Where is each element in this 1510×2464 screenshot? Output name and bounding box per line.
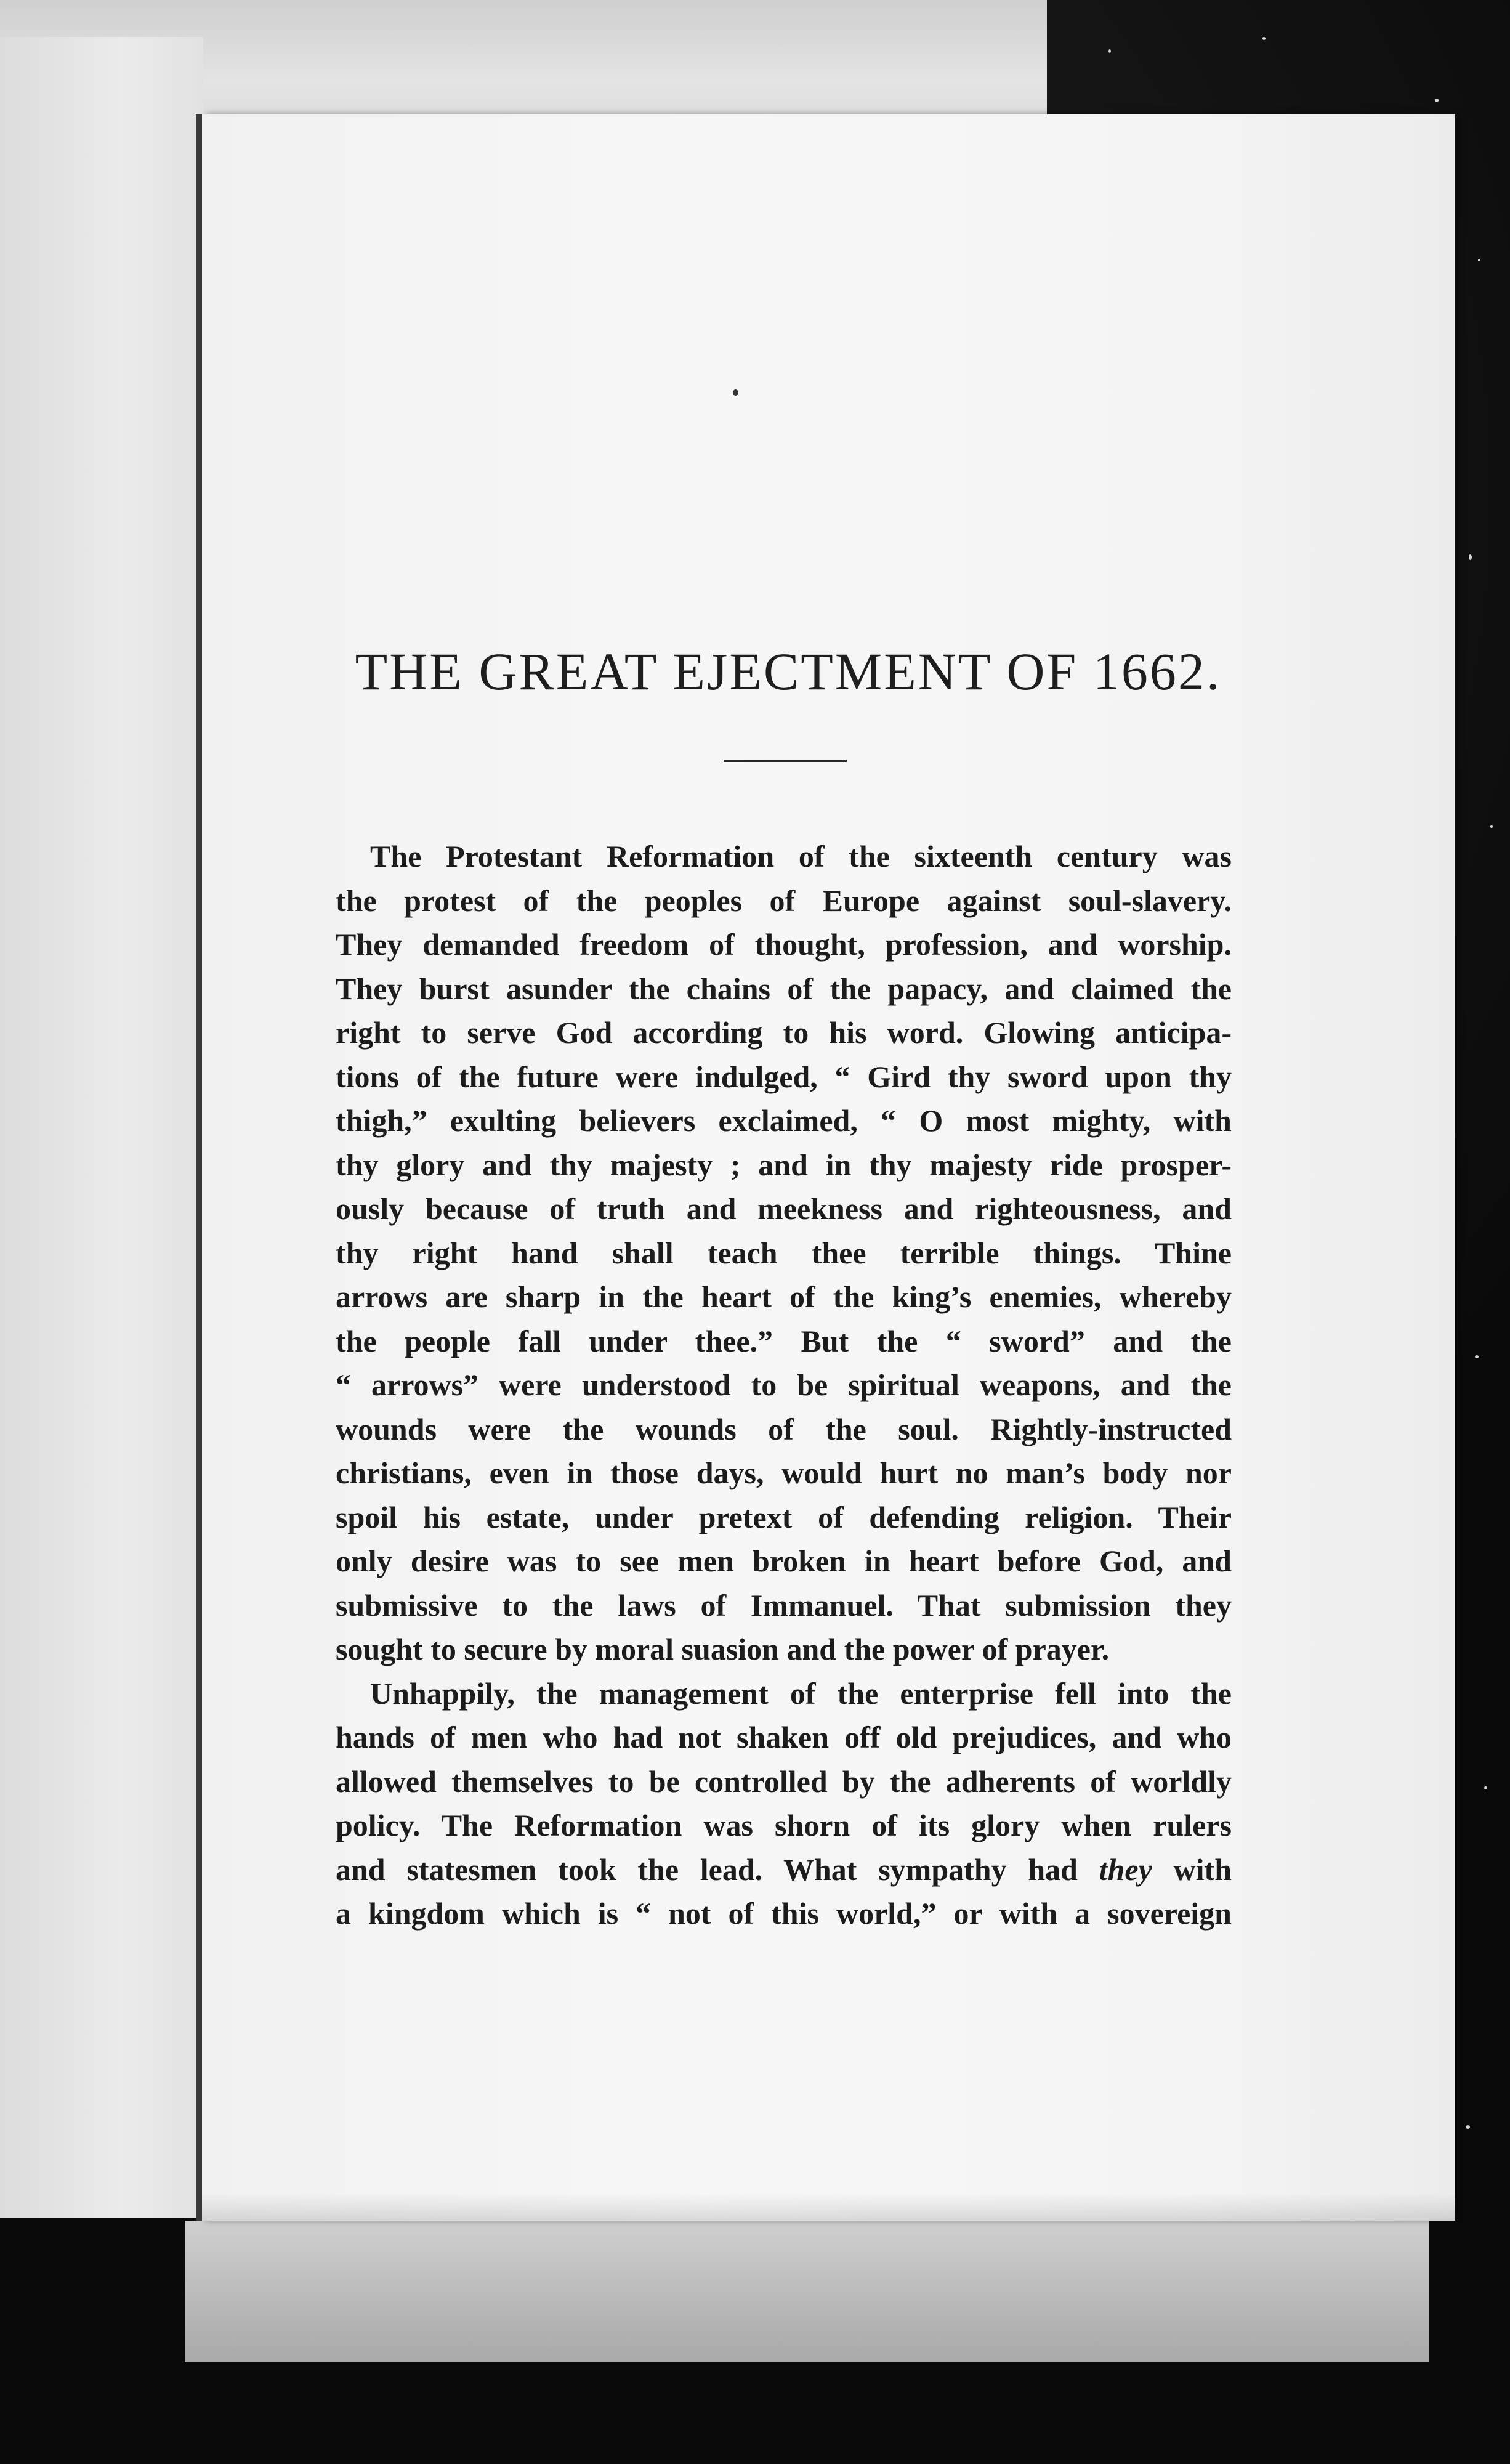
scan-speck bbox=[1469, 554, 1472, 560]
text-line: ously because of truth and meekness and righteousness, and bbox=[336, 1191, 1232, 1226]
page-title: THE GREAT EJECTMENT OF 1662. bbox=[355, 642, 1222, 701]
paragraph-1 bbox=[336, 835, 1232, 1672]
title-rule bbox=[724, 760, 847, 762]
scan-speck bbox=[1478, 259, 1480, 261]
text-line: Unhappily, the management of the enterprise fell into the bbox=[370, 1676, 1232, 1711]
text-fragment: with bbox=[1173, 1852, 1232, 1887]
text-line: hands of men who had not shaken off old prejudices, and who bbox=[336, 1720, 1232, 1754]
italic-word: they bbox=[1099, 1852, 1152, 1887]
text-line: christians, even in those days, would hurt no man’s body nor bbox=[336, 1456, 1232, 1490]
text-line: wounds were the wounds of the soul. Rightly-instructed bbox=[336, 1411, 1232, 1446]
text-line: policy. The Reformation was shorn of its glory when rulers bbox=[336, 1808, 1232, 1842]
text-line: only desire was to see men broken in heart before God, and bbox=[336, 1544, 1232, 1578]
scan-speck bbox=[1475, 1355, 1479, 1358]
text-line: the protest of the peoples of Europe against soul-slavery. bbox=[336, 883, 1232, 918]
text-line: thigh,” exulting believers exclaimed, “ O most mighty, with bbox=[336, 1103, 1232, 1138]
text-line: the people fall under thee.” But the “ sword” and the bbox=[336, 1323, 1232, 1358]
scan-speck bbox=[1466, 2125, 1470, 2129]
text-line: tions of the future were indulged, “ Gird thy sword upon thy bbox=[336, 1059, 1232, 1094]
text-line: a kingdom which is “ not of this world,” or with a sovereign bbox=[336, 1896, 1232, 1931]
page-below-edge bbox=[185, 2221, 1429, 2362]
scan-speck bbox=[1484, 1786, 1487, 1789]
text-line: thy glory and thy majesty ; and in thy majesty ride prosper- bbox=[336, 1147, 1232, 1182]
text-line: sought to secure by moral suasion and the power of prayer. bbox=[336, 1632, 1110, 1666]
text-line: spoil his estate, under pretext of defending religion. Their bbox=[336, 1499, 1232, 1534]
text-line: The Protestant Reformation of the sixteenth century was bbox=[370, 839, 1232, 873]
scan-speck bbox=[1435, 99, 1439, 102]
text-line: “ arrows” were understood to be spiritual weapons, and the bbox=[336, 1368, 1232, 1402]
page-bottom-shade bbox=[202, 2193, 1455, 2221]
scan-speck bbox=[1490, 825, 1493, 828]
scan-speck bbox=[1262, 37, 1266, 40]
text-line: submissive to the laws of Immanuel. That submission they bbox=[336, 1587, 1232, 1623]
text-fragment: and statesmen took the lead. What sympathy had bbox=[336, 1852, 1078, 1887]
text-line: They burst asunder the chains of the papacy, and claimed the bbox=[336, 971, 1232, 1006]
text-line-with-italic bbox=[336, 1848, 1232, 1892]
previous-page-left-strip bbox=[0, 37, 203, 2218]
text-line: thy right hand shall teach thee terrible things. Thine bbox=[336, 1235, 1232, 1270]
text-line: allowed themselves to be controlled by the adherents of worldly bbox=[336, 1764, 1232, 1799]
text-line: arrows are sharp in the heart of the king’s enemies, whereby bbox=[336, 1279, 1232, 1314]
text-line: They demanded freedom of thought, profession, and worship. bbox=[336, 927, 1232, 962]
book-gutter bbox=[196, 114, 202, 2221]
scan-speck bbox=[1108, 49, 1111, 53]
text-line: right to serve God according to his word. Glowing anticipa- bbox=[336, 1015, 1232, 1050]
ink-dot bbox=[733, 389, 738, 396]
paragraph-2 bbox=[336, 1672, 1232, 1936]
body-text bbox=[336, 835, 1232, 1936]
